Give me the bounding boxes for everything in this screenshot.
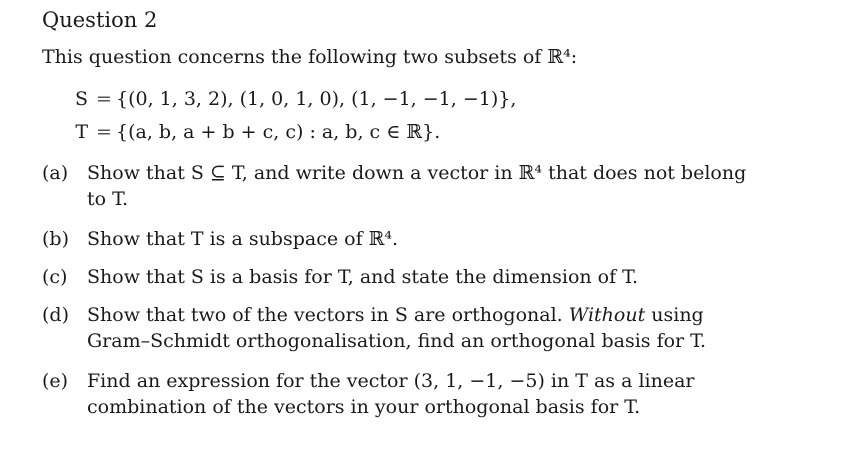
set-t-symbol: T [75, 121, 88, 143]
part-d-text-after: using Gram–Schmidt orthogonalisation, find an orthogonal basis for T. [87, 304, 707, 352]
set-s-elements: {(0, 1, 3, 2), (1, 0, 1, 0), (1, −1, −1, −1)}, [116, 88, 517, 110]
set-t-elements: {(a, b, a + b + c, c) : a, b, c ∈ ℝ}. [116, 121, 441, 143]
part-e-text: Find an expression for the vector (3, 1, −1, −5) in T as a linear combination of the vectors in your orthogonal basis for T. [87, 370, 695, 418]
part-c-text: Show that S is a basis for T, and state the dimension of T. [87, 266, 639, 288]
part-d-emphasis: Without [568, 304, 646, 326]
part-a-text: Show that S ⊆ T, and write down a vector in ℝ⁴ that does not belong to T. [87, 162, 747, 210]
part-d-label: (d) [42, 304, 69, 326]
part-c-label: (c) [42, 266, 68, 288]
part-d-text-before: Show that two of the vectors in S are orthogonal. [87, 304, 569, 326]
question-intro: This question concerns the following two subsets of ℝ⁴: [42, 46, 578, 68]
part-e-label: (e) [42, 370, 69, 392]
part-a-label: (a) [42, 162, 69, 184]
set-s-symbol: S [74, 88, 88, 110]
part-b-text: Show that T is a subspace of ℝ⁴. [87, 228, 399, 250]
question-heading: Question 2 [42, 8, 158, 32]
set-t-equals: = [96, 121, 112, 143]
set-s-equals: = [96, 88, 112, 110]
part-b-label: (b) [42, 228, 69, 250]
part-d-text [87, 302, 787, 354]
